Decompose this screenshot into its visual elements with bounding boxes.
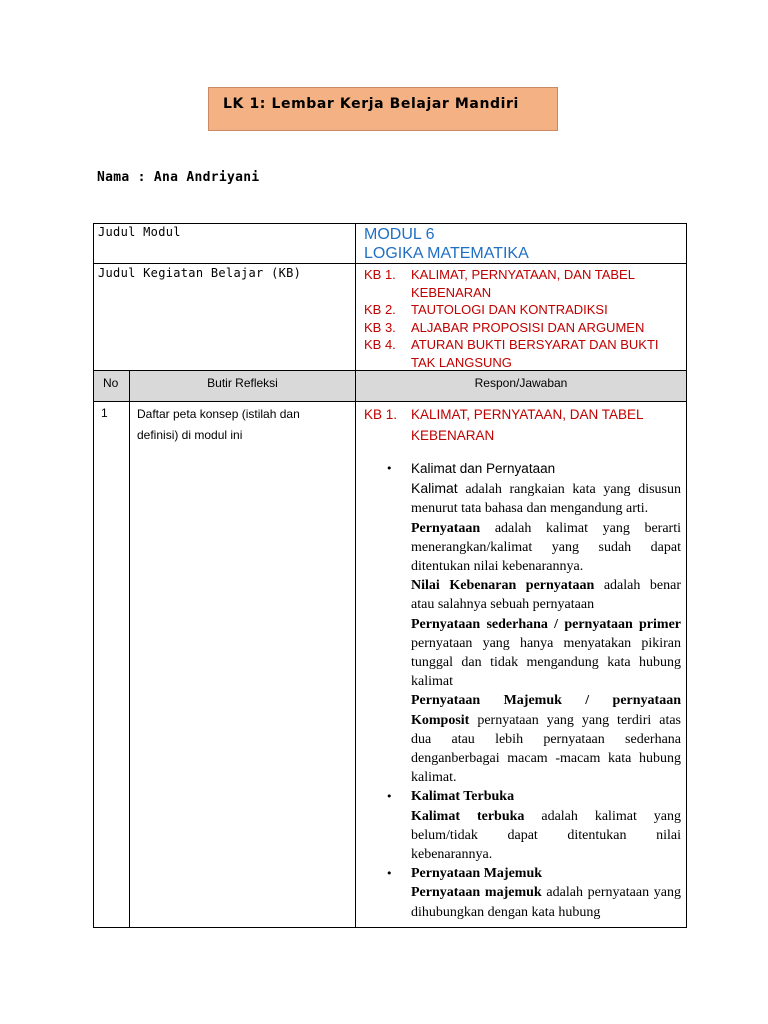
column-divider (129, 370, 130, 928)
kb-title: ATURAN BUKTI BERSYARAT DAN BUKTI TAK LANGSUNG (411, 337, 659, 370)
kb-title: ALJABAR PROPOSISI DAN ARGUMEN (411, 319, 645, 335)
row-number: 1 (101, 406, 108, 420)
kb-title: KALIMAT, PERNYATAAN, DAN TABEL KEBENARAN (411, 407, 644, 443)
definition-paragraph (411, 691, 681, 787)
bullet-icon: • (386, 790, 393, 804)
definition: adalah benar atau salahnya sebuah pernyataan (411, 578, 681, 613)
bullet-title: Pernyataan Majemuk (411, 866, 543, 882)
modul-number: MODUL 6 (364, 226, 435, 243)
butir-refleksi-text: Daftar peta konsep (istilah dan definisi) di modul ini (137, 407, 300, 442)
kb-number: KB 4. (364, 337, 396, 352)
kb-title: TAUTOLOGI DAN KONTRADIKSI (411, 302, 608, 317)
column-header-butir: Butir Refleksi (207, 376, 278, 390)
term: Kalimat terbuka (411, 808, 525, 824)
list-item (364, 336, 684, 371)
list-item (364, 319, 684, 337)
term: Pernyataan (411, 520, 481, 536)
worksheet-title: LK 1: Lembar Kerja Belajar Mandiri (223, 96, 519, 112)
list-item (386, 459, 681, 478)
bullet-title: Kalimat Terbuka (411, 789, 515, 805)
term: Nilai Kebenaran pernyataan (411, 578, 595, 594)
definition: adalah kalimat yang belum/tidak dapat ditentukan nilai kebenarannya. (411, 808, 681, 863)
kb-number: KB 1. (364, 407, 398, 422)
column-header-respon: Respon/Jawaban (474, 376, 568, 390)
definition-paragraph (411, 615, 681, 692)
definition-paragraph (411, 576, 681, 614)
judul-modul-label: Judul Modul (98, 225, 181, 239)
row-divider (93, 401, 687, 402)
term: Pernyataan majemuk (411, 885, 542, 901)
definition: pernyataan yang hanya menyatakan pikiran tunggal dan tidak mengandung kata hubung kalimat (411, 635, 681, 690)
list-item (386, 787, 681, 806)
definition: adalah pernyataan yang dihubungkan dengan kata hubung (411, 885, 681, 920)
definition: adalah kalimat yang berarti menerangkan/kalimat yang sudah dapat ditentukan nilai kebenarannya. (411, 520, 681, 575)
list-item (364, 266, 684, 301)
term: Pernyataan Majemuk / pernyataan Komposit (411, 693, 681, 728)
kb-list (364, 266, 684, 371)
response-content (386, 459, 681, 922)
definition: adalah rangkaian kata yang disusun menurut tata bahasa dan mengandung arti. (411, 482, 681, 517)
column-divider (355, 223, 356, 928)
student-name: Nama : Ana Andriyani (97, 170, 260, 185)
bullet-icon: • (386, 867, 393, 881)
judul-kb-label: Judul Kegiatan Belajar (KB) (98, 266, 302, 280)
worksheet-title-box (208, 87, 558, 131)
modul-name: LOGIKA MATEMATIKA (364, 245, 529, 262)
column-header-no: No (103, 376, 119, 390)
response-kb-heading (364, 404, 684, 446)
definition-paragraph (411, 519, 681, 577)
bullet-title: Kalimat dan Pernyataan (411, 461, 556, 476)
list-item (364, 301, 684, 319)
row-divider (93, 263, 687, 264)
list-item (386, 864, 681, 883)
kb-number: KB 3. (364, 319, 396, 335)
definition-paragraph (411, 883, 681, 921)
definition-paragraph (411, 479, 681, 518)
definition-paragraph (411, 807, 681, 865)
kb-number: KB 2. (364, 302, 396, 317)
term: Pernyataan sederhana / pernyataan primer (411, 616, 681, 632)
kb-number: KB 1. (364, 267, 396, 282)
term: Kalimat (411, 480, 458, 497)
bullet-icon: • (386, 462, 393, 475)
kb-title: KALIMAT, PERNYATAAN, DAN TABEL KEBENARAN (411, 267, 635, 300)
definition: pernyataan yang yang terdiri atas dua atau lebih pernyataan sederhana denganberbagai macam -macam kata hubung kalimat. (411, 712, 681, 786)
